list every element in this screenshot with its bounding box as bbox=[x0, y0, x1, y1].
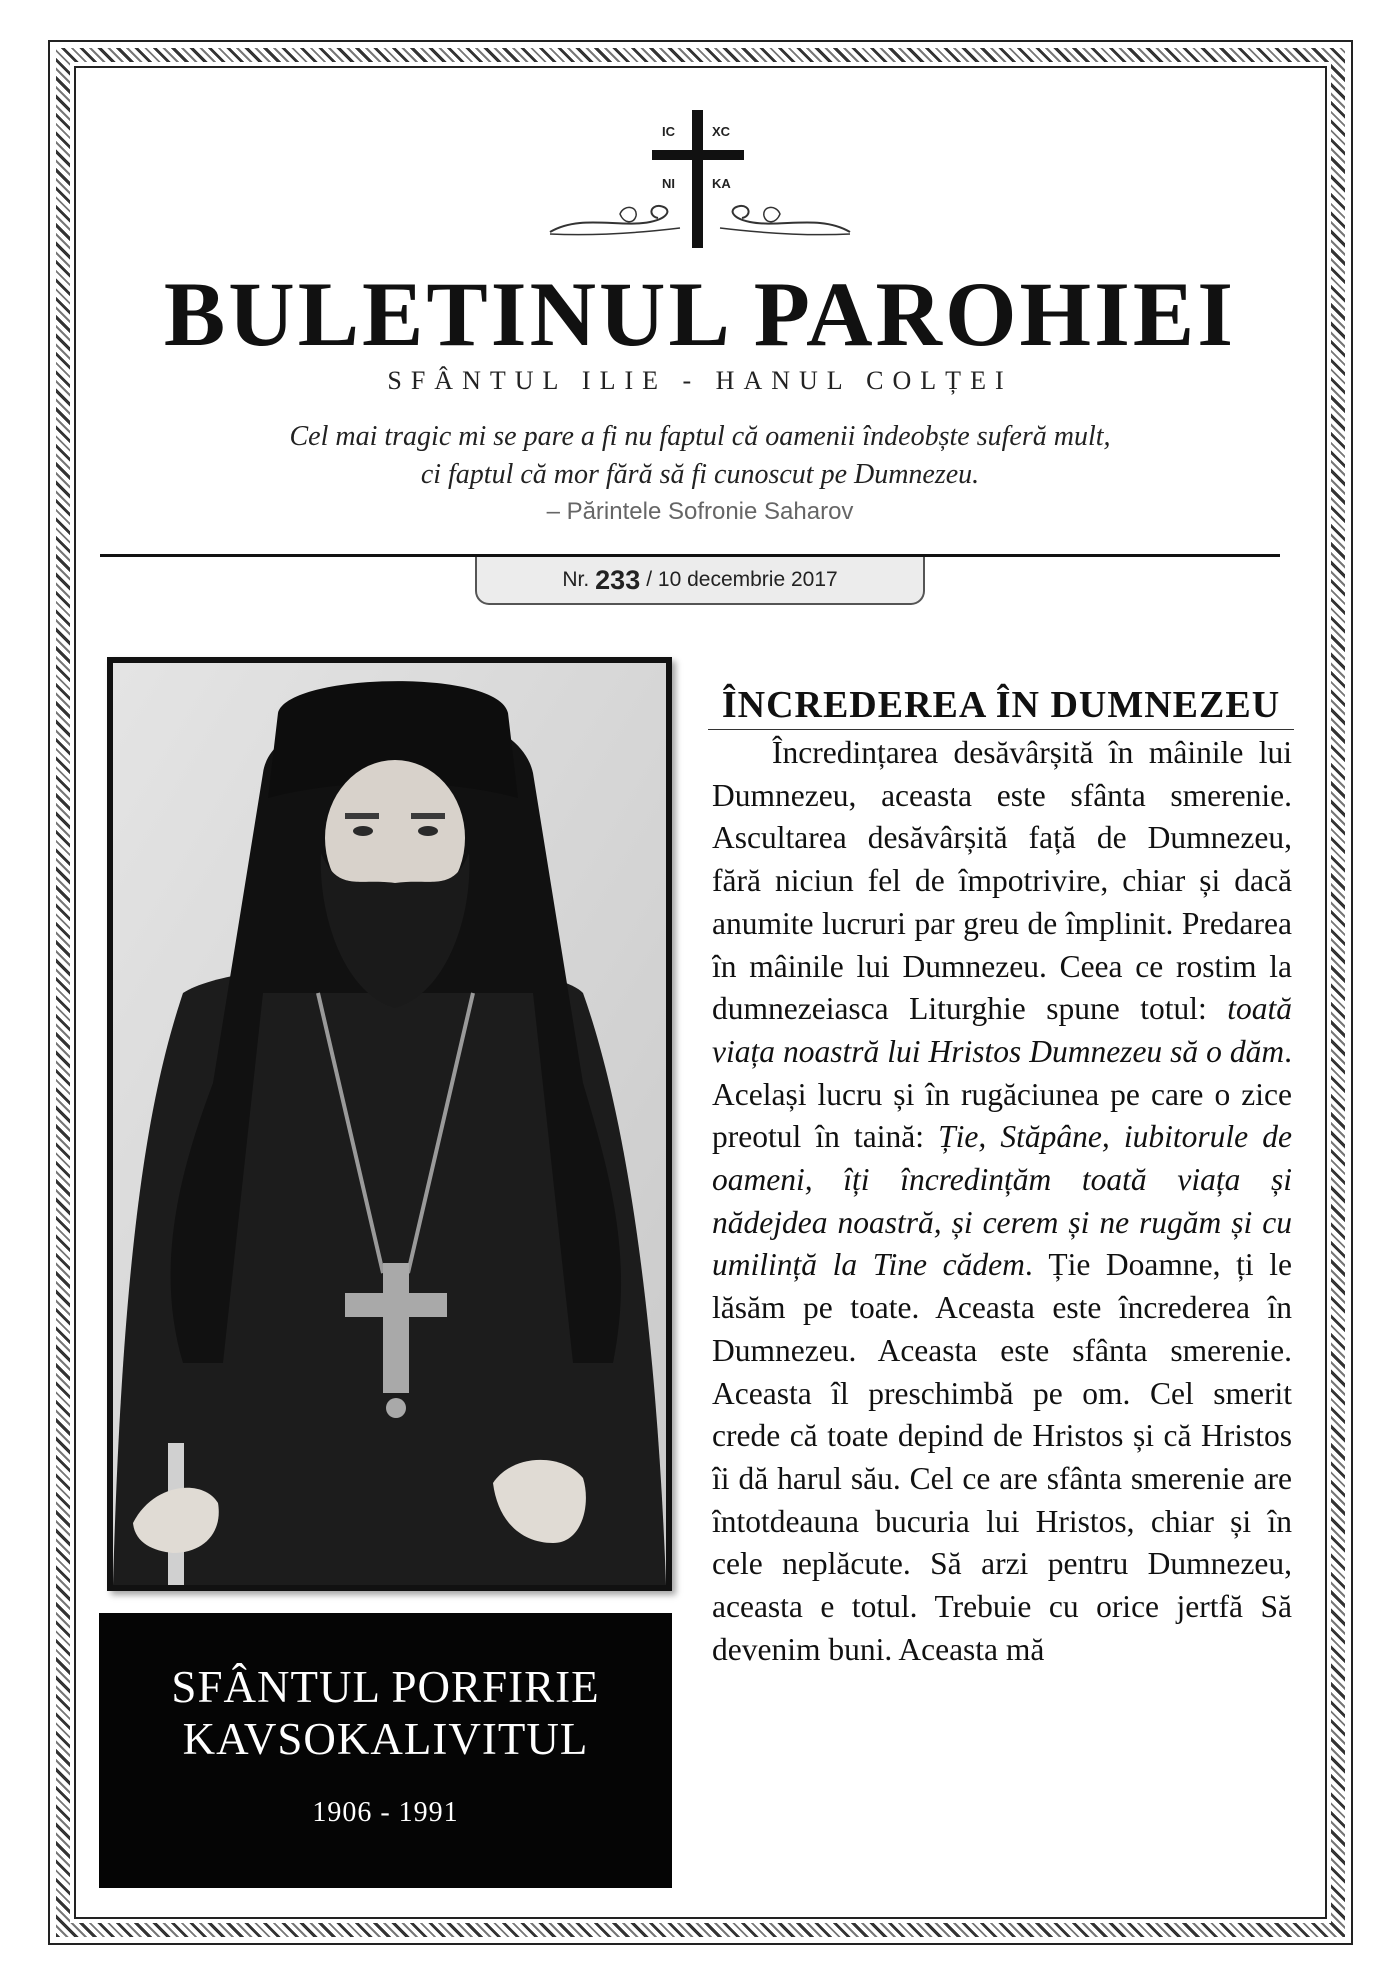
cross-icon bbox=[540, 110, 860, 260]
article-italic-1: toată viața noastră lui Hristos Dumnezeu să o dăm bbox=[712, 991, 1292, 1069]
article-text-2: . Același lucru și în rugăciunea pe care o zice preotul în taină: bbox=[712, 1033, 1292, 1155]
portrait-caption bbox=[99, 1613, 672, 1888]
emblem-ka: KA bbox=[712, 176, 731, 191]
article-title: ÎNCREDEREA ÎN DUMNEZEU bbox=[708, 683, 1294, 730]
emblem-ic: IC bbox=[662, 124, 675, 139]
bulletin-title: BULETINUL PAROHIEI bbox=[163, 263, 1237, 365]
article-text-1: Încredințarea desăvârșită în mâinile lui Dumnezeu, aceasta este sfânta smerenie. Ascultarea desăvârșită față de Dumnezeu, fără niciun fel de împotrivire, chiar și dacă anumite lucruri par greu de împlinit. Predarea în mâinile lui Dumnezeu. Ceea ce rostim la dumnezeiasca Liturghie spune totul: bbox=[712, 735, 1292, 1027]
issue-tab bbox=[475, 557, 925, 605]
emblem-ni: NI bbox=[662, 176, 675, 191]
issue-number: 233 bbox=[595, 564, 641, 595]
article-text-3: . Ție Doamne, ți le lăsăm pe toate. Aceasta este încrederea în Dumnezeu. Aceasta este sfânta smerenie. Aceasta îl preschimbă pe om. Cel smerit crede că toate depind de Hristos și că Hristos îi dă harul său. Cel ce are sfânta smerenie are întotdeauna bucuria lui Hristos, chiar și în cele neplăcute. Să arzi pentru Dumnezeu, aceasta e totul. Trebuie cu orice jertfă Să devenim buni. Aceasta mă bbox=[712, 1247, 1292, 1667]
quote-line-2: ci faptul că mor fără să fi cunoscut pe Dumnezeu. bbox=[420, 459, 980, 490]
caption-name-line1: SFÂNTUL PORFIRIE bbox=[171, 1662, 600, 1712]
quote-line-1: Cel mai tragic mi se pare a fi nu faptul că oamenii îndeobște suferă mult, bbox=[289, 421, 1111, 452]
caption-years: 1906 - 1991 bbox=[312, 1797, 459, 1828]
article-body bbox=[712, 732, 1292, 1882]
portrait-image bbox=[113, 663, 666, 1585]
header-quote bbox=[150, 418, 1250, 494]
cross-emblem bbox=[540, 110, 860, 260]
article-italic-2: Ție, Stăpâne, iubitorule de oameni, îți încredințăm toată viața și nădejdea noastră, și cerem și ne rugăm și cu umilință la Tine cădem bbox=[712, 1119, 1292, 1283]
issue-date: / 10 decembrie 2017 bbox=[646, 568, 838, 591]
caption-name-line2: KAVSOKALIVITUL bbox=[182, 1714, 589, 1764]
emblem-xc: XC bbox=[712, 124, 731, 139]
issue-prefix: Nr. bbox=[562, 568, 590, 591]
saint-portrait bbox=[107, 657, 672, 1591]
parish-subtitle: SFÂNTUL ILIE - HANUL COLȚEI bbox=[387, 366, 1013, 395]
quote-author: – Părintele Sofronie Saharov bbox=[546, 498, 854, 525]
